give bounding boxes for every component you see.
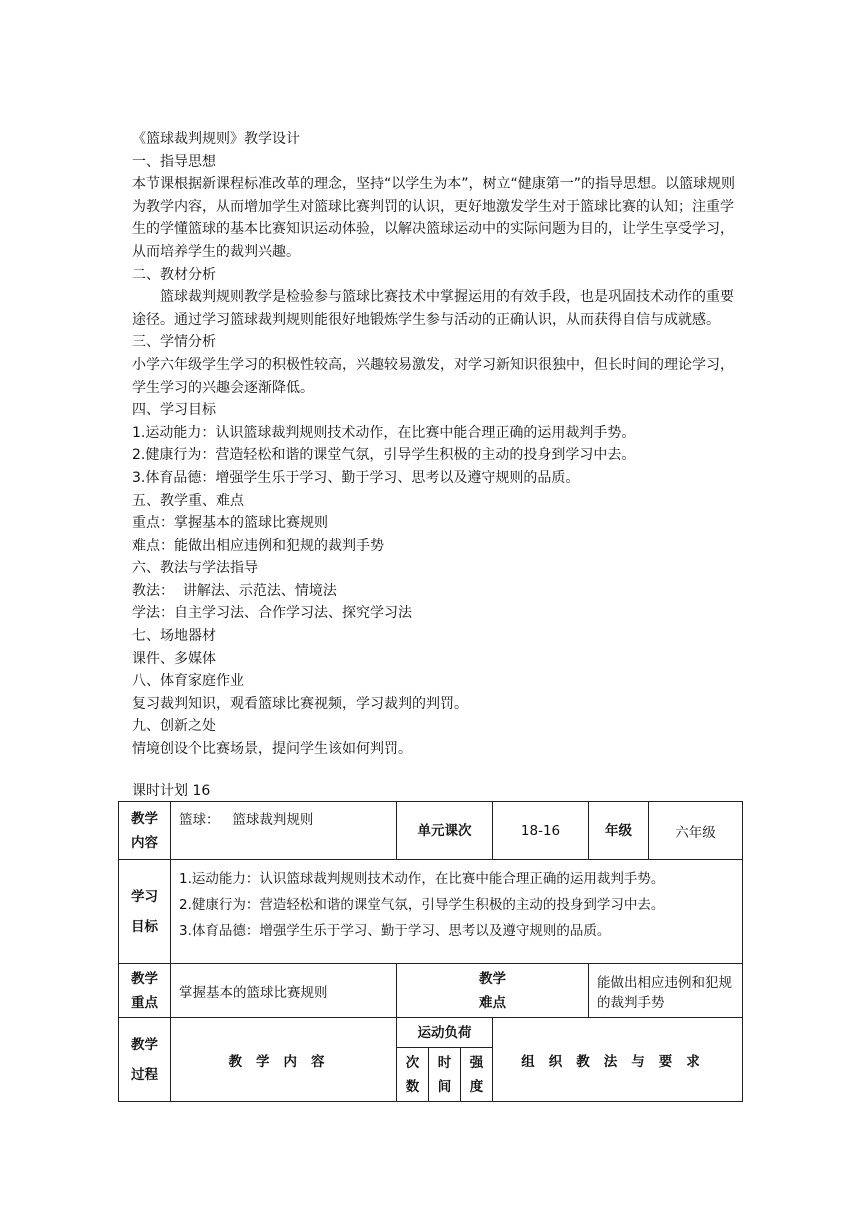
section-heading: 四、学习目标 — [132, 402, 216, 419]
document-title: 《篮球裁判规则》教学设计 — [132, 131, 300, 147]
load-header: 运动负荷 — [397, 1018, 493, 1048]
table-row — [119, 860, 743, 964]
lesson-plan-table — [118, 801, 743, 1102]
load-count-header: 次数 — [397, 1048, 429, 1102]
content-label: 教学内容 — [119, 802, 171, 860]
organization-header: 组织教法与要求 — [493, 1018, 743, 1102]
goals-list — [171, 860, 743, 964]
key-label: 教学重点 — [119, 964, 171, 1018]
difficulty-label: 教学难点 — [397, 964, 589, 1018]
section-paragraph: 篮球裁判规则教学是检验参与篮球比赛技术中掌握运用的有效手段，也是巩固技术动作的重要途径。通过学习篮球裁判规则能很好地锻炼学生参与活动的正确认识，从而获得自信与成就感。 — [132, 289, 734, 328]
load-time-header: 时间 — [429, 1048, 461, 1102]
unit-value: 18-16 — [493, 802, 589, 860]
section-heading: 六、教法与学法指导 — [132, 560, 258, 577]
section-heading: 八、体育家庭作业 — [132, 673, 244, 690]
document-body — [132, 128, 742, 761]
table-row — [119, 1018, 743, 1048]
table-row — [119, 964, 743, 1018]
goal-item: 2.健康行为：营造轻松和谐的课堂气氛，引导学生积极的主动的投身到学习中去。 — [179, 897, 665, 913]
key-value: 掌握基本的篮球比赛规则 — [171, 964, 397, 1018]
section-heading: 二、教材分析 — [132, 266, 216, 283]
lesson-plan-caption: 课时计划 16 — [132, 783, 211, 799]
teaching-method-line: 教法： 讲解法、示范法、情境法 — [132, 582, 337, 599]
difficulty-line: 难点：能做出相应违例和犯规的裁判手势 — [132, 537, 384, 554]
goal-line: 2.健康行为：营造轻松和谐的课堂气氛，引导学生积极的主动的投身到学习中去。 — [132, 447, 636, 464]
key-point-line: 重点：掌握基本的篮球比赛规则 — [132, 515, 328, 532]
section-paragraph: 本节课根据新课程标准改革的理念，坚持“以学生为本”，树立“健康第一”的指导思想。以篮球规则为教学内容，从而增加学生对篮球比赛判罚的认识，更好地激发学生对于篮球比赛的认知；注重学生的学懂篮球的基本比赛知识运动体验，以解决篮球运动中的实际问题为目的，让学生享受学习，从而培养学生的裁判兴趣。 — [132, 176, 736, 260]
section-heading: 七、场地器材 — [132, 628, 216, 645]
teaching-content-header: 教学内容 — [171, 1018, 397, 1102]
section-heading: 一、指导思想 — [132, 153, 216, 170]
section-paragraph: 小学六年级学生学习的积极性较高，兴趣较易激发，对学习新知识很独中，但长时间的理论学习，学生学习的兴趣会逐渐降低。 — [132, 356, 734, 396]
difficulty-value: 能做出相应违例和犯规的裁判手势 — [589, 964, 743, 1018]
table-row — [119, 802, 743, 860]
goal-item: 1.运动能力：认识篮球裁判规则技术动作，在比赛中能合理正确的运用裁判手势。 — [179, 871, 665, 887]
section-heading: 九、创新之处 — [132, 718, 216, 735]
content-value: 篮球： 篮球裁判规则 — [171, 802, 397, 860]
process-label: 教学过程 — [119, 1018, 171, 1102]
section-heading: 五、教学重、难点 — [132, 492, 244, 509]
section-heading: 三、学情分析 — [132, 334, 216, 351]
goals-label: 学习目标 — [119, 860, 171, 964]
grade-value: 六年级 — [649, 802, 743, 860]
goal-line: 3.体育品德：增强学生乐于学习、勤于学习、思考以及遵守规则的品质。 — [132, 469, 580, 486]
goal-item: 3.体育品德：增强学生乐于学习、勤于学习、思考以及遵守规则的品质。 — [179, 923, 611, 939]
load-intensity-header: 强度 — [461, 1048, 493, 1102]
homework-line: 复习裁判知识，观看篮球比赛视频，学习裁判的判罚。 — [132, 695, 468, 712]
goal-line: 1.运动能力：认识篮球裁判规则技术动作，在比赛中能合理正确的运用裁判手势。 — [132, 424, 636, 441]
learning-method-line: 学法：自主学习法、合作学习法、探究学习法 — [132, 605, 412, 622]
innovation-line: 情境创设个比赛场景，提问学生该如何判罚。 — [132, 741, 412, 758]
grade-label: 年级 — [589, 802, 649, 860]
equipment-line: 课件、多媒体 — [132, 650, 216, 667]
unit-label: 单元课次 — [397, 802, 493, 860]
